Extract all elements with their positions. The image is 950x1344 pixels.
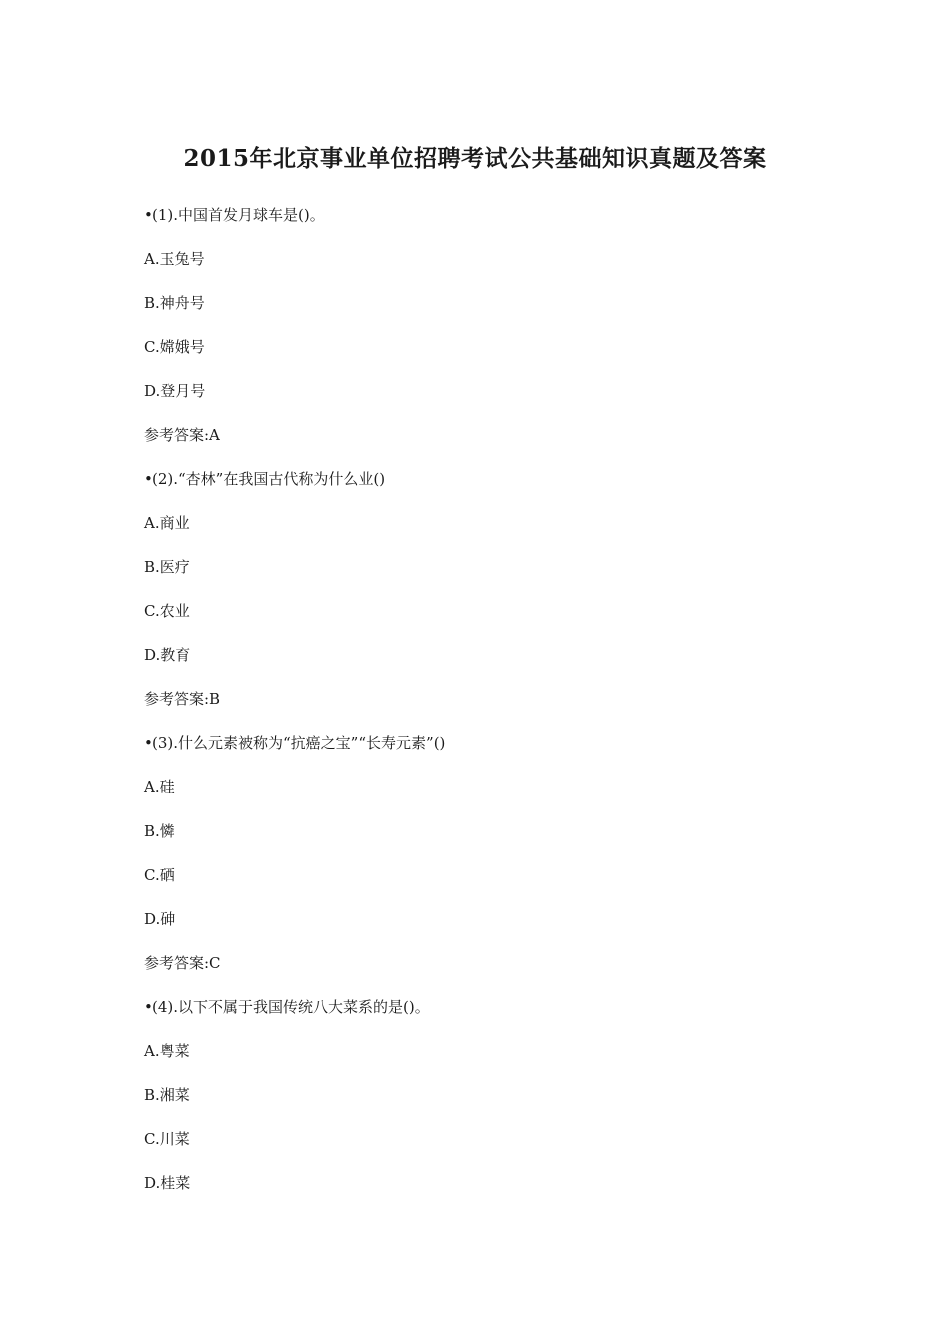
question-4-option-a: A.粤菜 bbox=[144, 1042, 190, 1060]
question-3-stem bbox=[144, 733, 844, 777]
question-2-text: (2).“杏林”在我国古代称为什么业() bbox=[152, 470, 386, 488]
document-title: 2015年北京事业单位招聘考试公共基础知识真题及答案 bbox=[183, 145, 767, 172]
question-3-option-b: B.憐 bbox=[144, 822, 175, 840]
question-1-text: (1).中国首发月球车是()。 bbox=[152, 206, 325, 224]
question-2-option-b: B.医疗 bbox=[144, 558, 190, 576]
bullet-mark: • bbox=[144, 470, 153, 488]
question-4-stem bbox=[144, 997, 844, 1041]
question-2-option-a: A.商业 bbox=[144, 514, 190, 532]
question-4-option-c: C.川菜 bbox=[144, 1130, 190, 1148]
question-4-text: (4).以下不属于我国传统八大菜系的是()。 bbox=[152, 998, 430, 1016]
question-1-option-c: C.嫦娥号 bbox=[144, 338, 205, 356]
question-4-option-d: D.桂菜 bbox=[144, 1174, 191, 1192]
question-2-answer: 参考答案:B bbox=[144, 690, 221, 708]
question-1-option-a: A.玉兔号 bbox=[144, 250, 205, 268]
bullet-mark: • bbox=[144, 206, 153, 224]
question-2-option-c: C.农业 bbox=[144, 602, 190, 620]
question-1-option-b: B.神舟号 bbox=[144, 294, 205, 312]
question-3-option-d: D.砷 bbox=[144, 910, 176, 928]
question-1-option-d: D.登月号 bbox=[144, 382, 206, 400]
question-3-option-c: C.硒 bbox=[144, 866, 175, 884]
question-4-option-b: B.湘菜 bbox=[144, 1086, 190, 1104]
question-list bbox=[144, 205, 844, 1217]
bullet-mark: • bbox=[144, 734, 153, 752]
question-2-option-d: D.教育 bbox=[144, 646, 191, 664]
question-1-answer: 参考答案:A bbox=[144, 426, 220, 444]
question-3-option-a: A.硅 bbox=[144, 778, 175, 796]
bullet-mark: • bbox=[144, 998, 153, 1016]
question-2-stem bbox=[144, 469, 844, 513]
question-1-stem bbox=[144, 205, 844, 249]
question-3-answer: 参考答案:C bbox=[144, 954, 221, 972]
question-3-text: (3).什么元素被称为“抗癌之宝”“长寿元素”() bbox=[152, 734, 446, 752]
